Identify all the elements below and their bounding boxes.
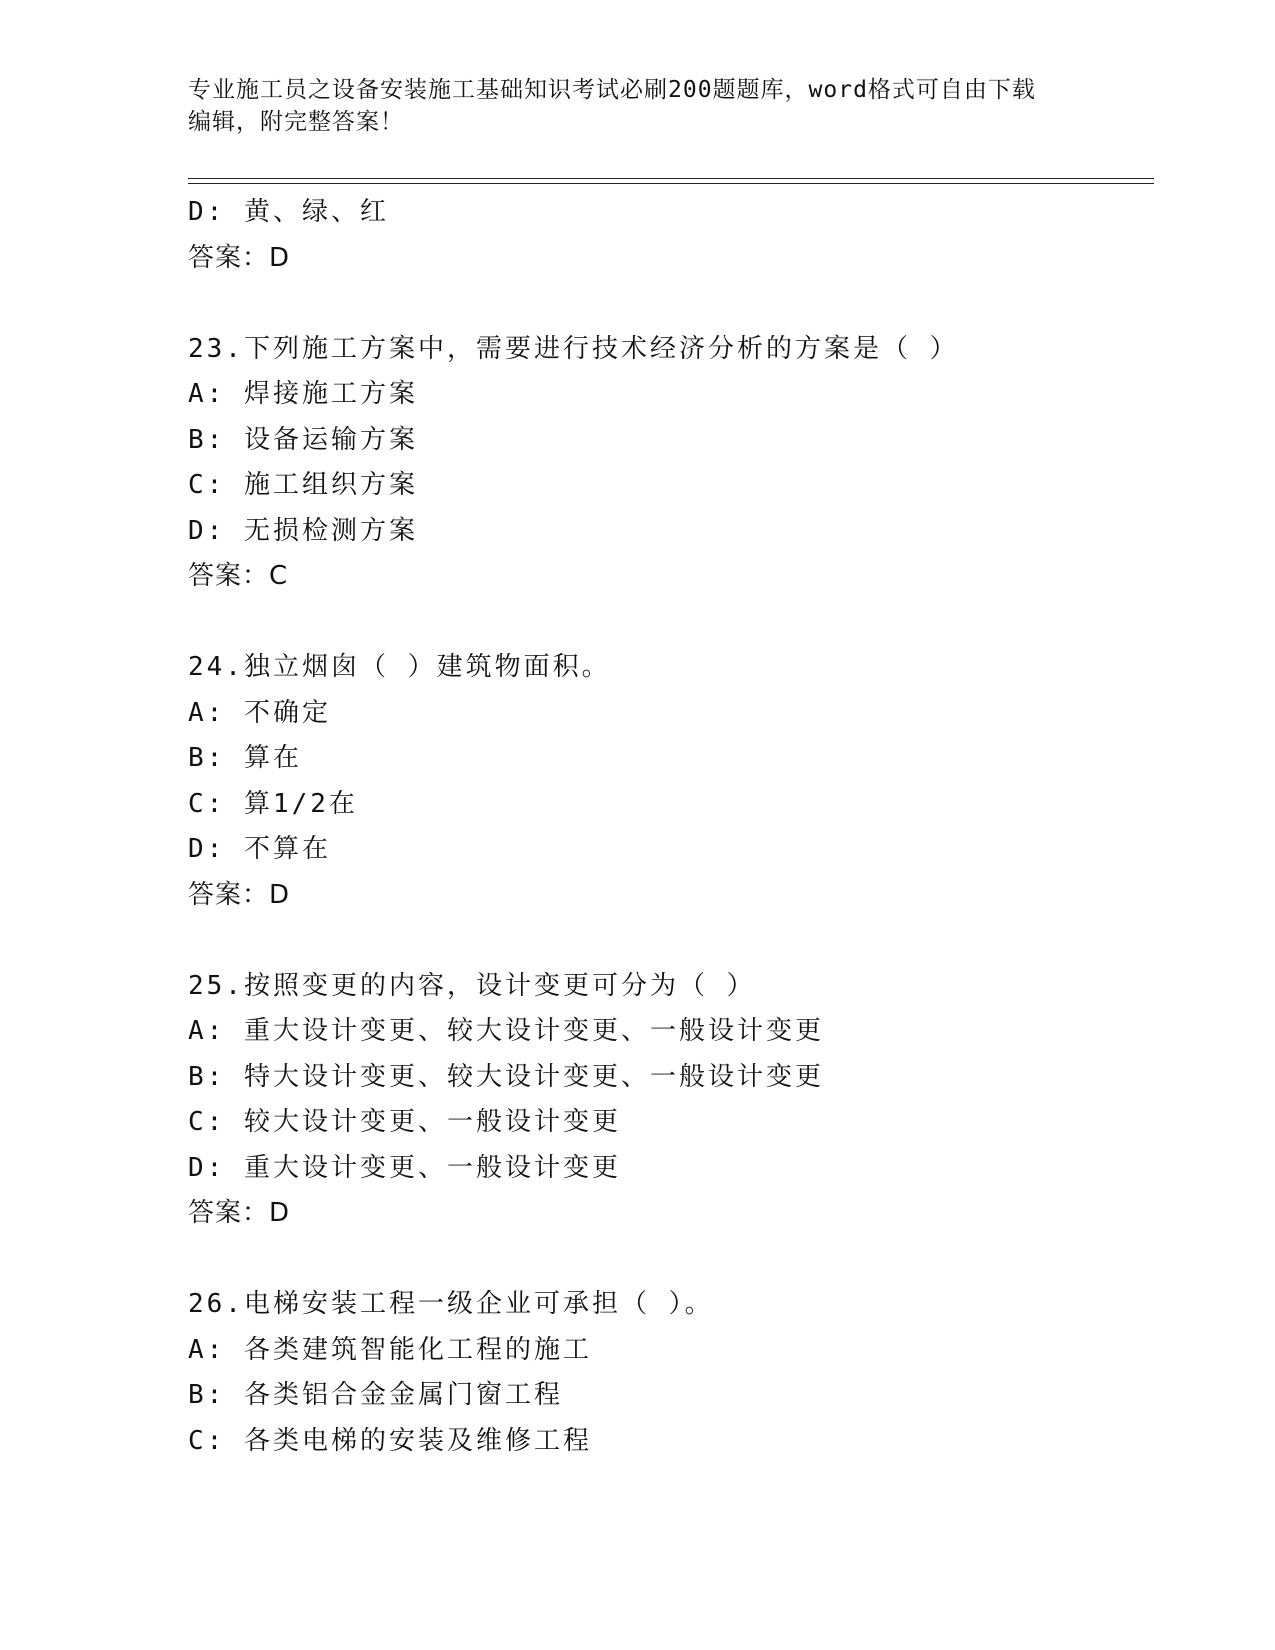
option-a: A: 不确定 <box>188 697 331 728</box>
option-a: A: 重大设计变更、较大设计变更、一般设计变更 <box>188 1016 824 1046</box>
question-23 <box>188 327 1154 600</box>
question-stem: 23.下列施工方案中，需要进行技术经济分析的方案是（ ） <box>188 333 959 364</box>
option-c: C: 施工组织方案 <box>188 470 418 500</box>
option-c: C: 算1/2在 <box>188 788 358 819</box>
question-stem: 25.按照变更的内容，设计变更可分为（ ） <box>188 970 756 1001</box>
question-stem: 24.独立烟囱（ ）建筑物面积。 <box>188 652 611 682</box>
document-header <box>188 74 1088 138</box>
header-line-2: 编辑，附完整答案！ <box>188 109 404 135</box>
option-a: A: 焊接施工方案 <box>188 379 418 409</box>
option-b: B: 设备运输方案 <box>188 424 418 455</box>
question-list <box>188 190 1154 1464</box>
header-divider-bottom <box>188 183 1154 184</box>
option-a: A: 各类建筑智能化工程的施工 <box>188 1334 592 1365</box>
option-d: D: 无损检测方案 <box>188 515 418 546</box>
question-26 <box>188 1282 1154 1464</box>
option-d: D: 重大设计变更、一般设计变更 <box>188 1152 621 1183</box>
option-c: C: 各类电梯的安装及维修工程 <box>188 1425 592 1456</box>
option-b: B: 各类铝合金金属门窗工程 <box>188 1380 563 1410</box>
answer: 答案：C <box>188 561 289 591</box>
question-24 <box>188 645 1154 918</box>
question-25 <box>188 964 1154 1237</box>
header-divider-top <box>188 178 1154 179</box>
option-c: C: 较大设计变更、一般设计变更 <box>188 1107 621 1137</box>
option-d: D: 黄、绿、红 <box>188 197 389 227</box>
header-line-1: 专业施工员之设备安装施工基础知识考试必刷200题题库，word格式可自由下载 <box>188 77 1036 103</box>
option-b: B: 特大设计变更、较大设计变更、一般设计变更 <box>188 1061 824 1092</box>
answer: 答案：D <box>188 1198 291 1228</box>
question-stem: 26.电梯安装工程一级企业可承担（ ）。 <box>188 1289 714 1319</box>
answer: 答案：D <box>188 879 291 910</box>
option-d: D: 不算在 <box>188 834 331 864</box>
answer: 答案：D <box>188 242 291 273</box>
option-b: B: 算在 <box>188 743 302 773</box>
